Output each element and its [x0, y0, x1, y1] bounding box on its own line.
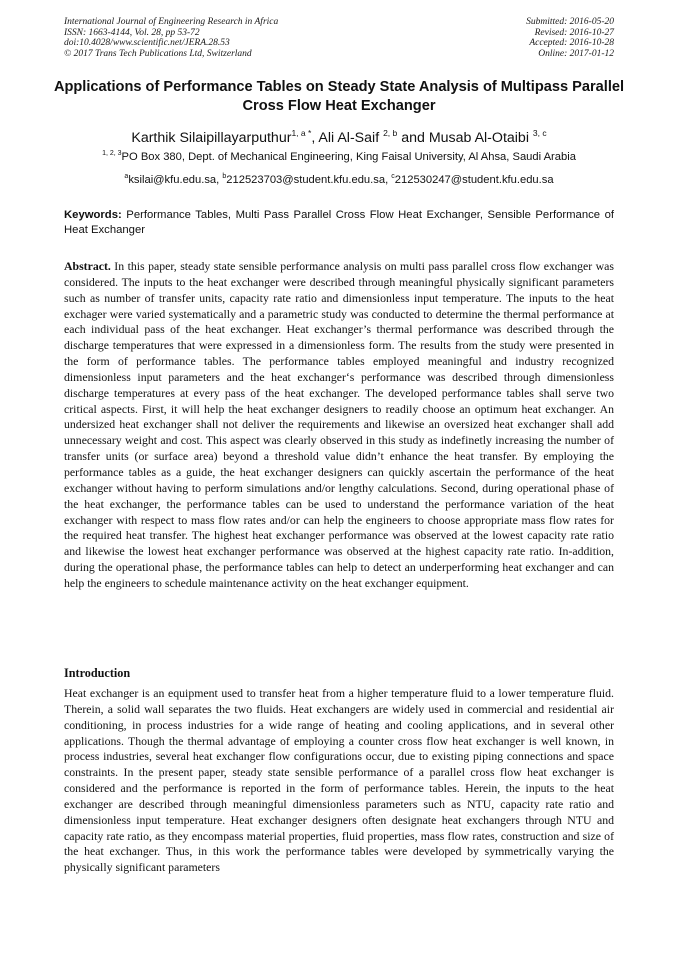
journal-name: International Journal of Engineering Research in Africa [64, 17, 279, 27]
author-name: Karthik Silaipillayarputhur [131, 130, 292, 146]
paper-title: Applications of Performance Tables on Steady State Analysis of Multipass Parallel Cross Flow Heat Exchanger [53, 79, 625, 114]
author-separator: and [397, 130, 429, 146]
introduction-text: Heat exchanger is an equipment used to transfer heat from a higher temperature fluid to a lower temperature fluid. Therein, a solid wall separates the two fluids. Heat exchangers are widely used in commercial and residential air conditioning, in process industries for a wide range of heating and cooling applications, and in several other applications. Though the thermal advantage of employing a counter cross flow heat exchanger is well known, in process industries, several heat exchanger flow configurations occur, due to existing piping connections and space constraints. In the present paper, steady state sensible performance of a parallel cross flow heat exchanger is considered and the performance is reported in the form of performance tables. Herein, the inputs to the heat exchanger are described through meaningful dimensionless parameters such as NTU, capacity rate ratio and dimensionless input temperature. Heat exchanger designers often designate heat exchangers through NTU and capacity rate ratio, as they encompass material properties, fluid properties, mass flow rates, construction and size of the heat exchanger. Thus, in this work the performance tables were developed by symmetrically varying the physically significant parameters [64, 686, 614, 875]
email-superscript: c [391, 173, 395, 180]
submission-dates [526, 17, 614, 59]
keywords-section [64, 208, 614, 237]
email-superscript: b [222, 173, 227, 180]
copyright-line: © 2017 Trans Tech Publications Ltd, Switzerland [64, 48, 252, 59]
author-emails [20, 173, 658, 186]
accepted-date: Accepted: 2016-10-28 [529, 38, 614, 49]
introduction-heading: Introduction [64, 666, 131, 680]
email-address: 212523703@student.kfu.edu.sa, [226, 174, 392, 186]
abstract-text: In this paper, steady state sensible performance analysis on multi pass parallel cross flow exchanger was considered. The inputs to the heat exchanger were described through meaningful physically significant parameters such as number of transfer units, capacity rate ratio and dimensionless input temperature. The inputs to the heat exchager were varied systematically and a parametric study was conducted to determine the thermal performance at each individual pass of the heat exchanger. Heat exchanger’s thermal performance was described through the discharge temperatures that were expressed in a dimensionless form. The results from the study were presented in the form of performance tables. The performance tables employed meaningful and industry recognized dimensionless input parameters and the heat exchanger‘s performance was described through dimensionless discharge temperatures at every pass of the heat exchanger. The developed performance tables shall serve two critical aspects. First, it will help the heat exchanger designers to readily choose an optimum heat exchanger. An undersized heat exchanger shall not deliver the requirements and likewise an oversized heat exchanger shall add unnecessary weight and cost. This aspect was clearly observed in this study as indefinetly increasing the number of transfer units (or surface area) beyond a threshold value didn’t enhance the heat transfer. By employing the performance tables as a guide, the heat exchanger designers can quickly ascertain the performance of the heat exchanger without having to perform simulations and/or lengthy calculations. Second, during operational phase of the heat exchanger, the performance tables can be used to understand the performance variation of the heat exchanger with respect to mass flow rates and/or can help the engineers to choose appropriate mass flow rates for the required heat transfer. The highest heat exchanger performance was observed at the lowest capacity rate ratio and likewise the lowest heat exchanger performance was observed at the highest capacity rate ratio. In-addition, during the operational phase, the performance tables can help to detect an underperforming heat exchanger and can help the engineers to schedule maintenance activity on the heat exchanger equipment. [64, 259, 614, 590]
affiliation-superscript: 1, 2, 3 [102, 150, 122, 157]
email-address: 212530247@student.kfu.edu.sa [394, 174, 554, 186]
affiliation [20, 150, 658, 163]
author-list [20, 124, 658, 147]
email-address: ksilai@kfu.edu.sa, [128, 174, 223, 186]
author-separator: , [311, 130, 319, 146]
keywords-label: Keywords: [64, 209, 122, 221]
abstract-section [64, 259, 614, 592]
keywords-text: Performance Tables, Multi Pass Parallel Cross Flow Heat Exchanger, Sensible Performance of Heat Exchanger [64, 209, 614, 236]
affiliation-text: PO Box 380, Dept. of Mechanical Engineering, King Faisal University, Al Ahsa, Saudi Arabia [121, 151, 576, 163]
submitted-date: Submitted: 2016-05-20 [526, 17, 614, 27]
author-superscript: 3, c [532, 128, 547, 138]
author-superscript: 1, a * [291, 128, 312, 138]
author-name: Ali Al-Saif [318, 130, 384, 146]
abstract-label: Abstract. [64, 259, 111, 273]
revised-date: Revised: 2016-10-27 [534, 27, 614, 38]
journal-info [64, 17, 278, 59]
author-superscript: 2, b [383, 128, 398, 138]
author-name: Musab Al-Otaibi [428, 130, 533, 146]
email-superscript: a [124, 173, 129, 180]
issn-line: ISSN: 1663-4144, Vol. 28, pp 53-72 [64, 27, 200, 38]
doi-line: doi:10.4028/www.scientific.net/JERA.28.53 [64, 38, 230, 49]
online-date: Online: 2017-01-12 [538, 48, 614, 59]
